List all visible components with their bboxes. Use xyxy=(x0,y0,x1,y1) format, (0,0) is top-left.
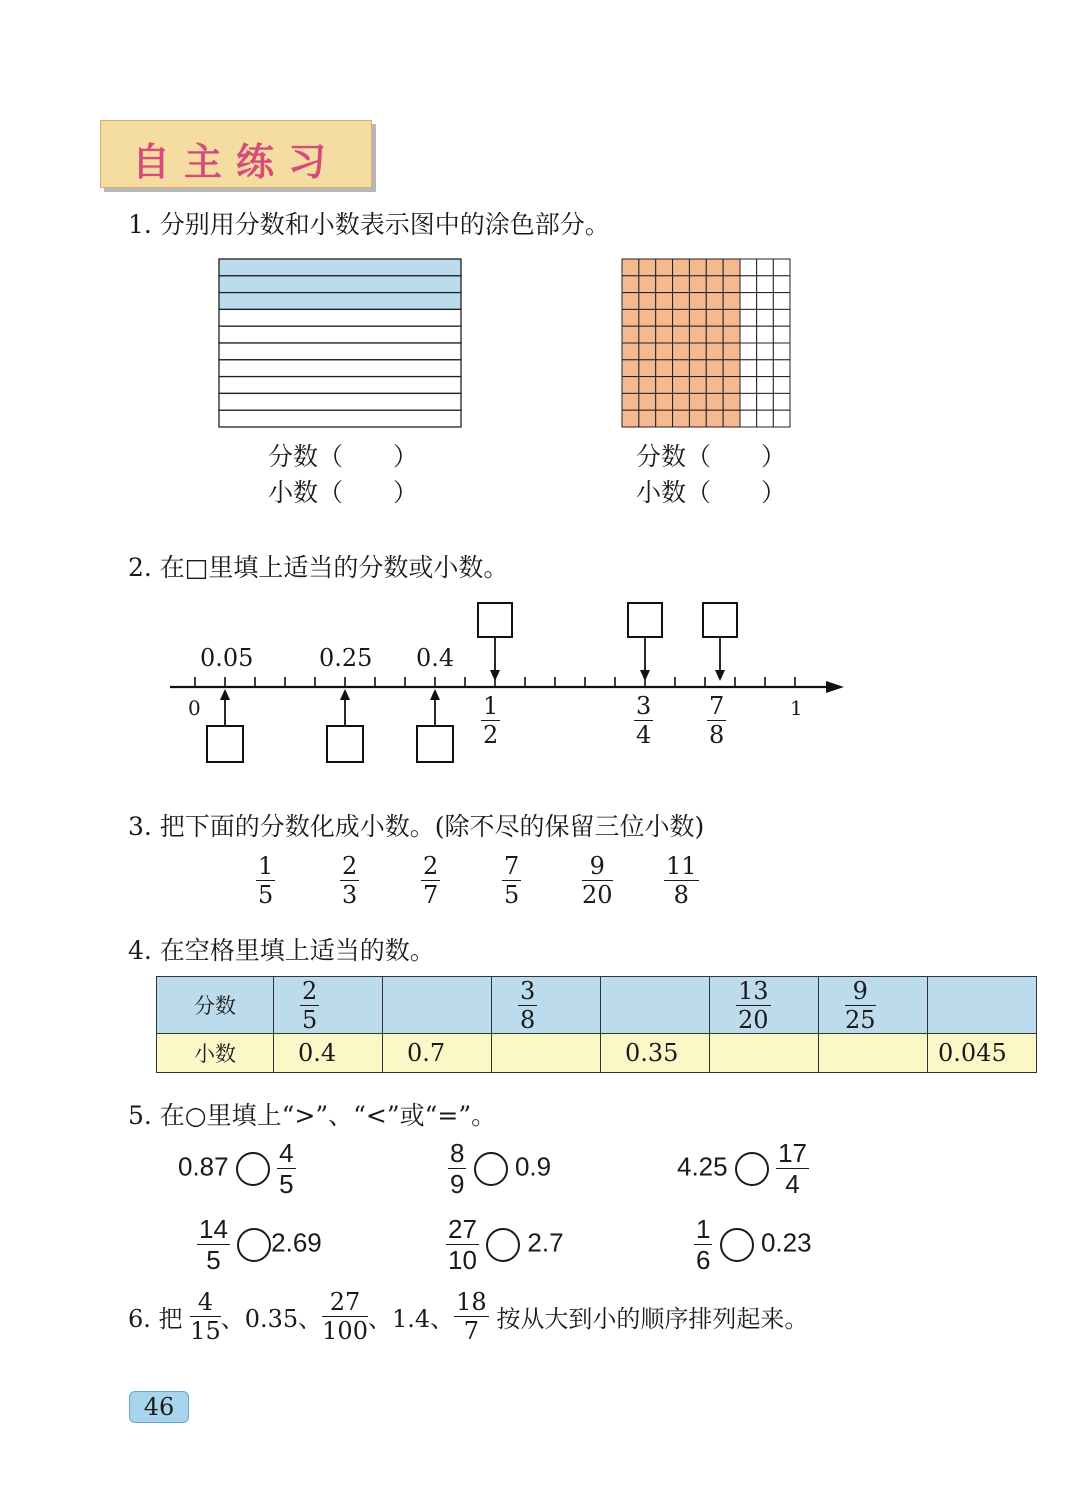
q2-prompt: 2. 在□里填上适当的分数或小数。 xyxy=(128,553,509,582)
pointer-arrow-head xyxy=(490,670,500,681)
grid-cell xyxy=(757,293,774,310)
grid-cell xyxy=(740,360,757,377)
page-number: 46 xyxy=(129,1391,189,1423)
q5-item-d: $\frac{14}{5}$ 2.69 xyxy=(199,1214,322,1275)
grid-cell xyxy=(689,293,706,310)
q2-start-label: 0 xyxy=(188,696,201,720)
stripe-row xyxy=(219,326,461,343)
grid-cell xyxy=(689,410,706,427)
compare-circle[interactable] xyxy=(236,1152,270,1186)
q4-prompt: 4. 在空格里填上适当的数。 xyxy=(128,936,435,965)
q3-fraction: $\frac{7}{5}$ xyxy=(504,852,520,909)
q3-prompt: 3. 把下面的分数化成小数。(除不尽的保留三位小数) xyxy=(128,812,705,841)
grid-cell xyxy=(656,309,673,326)
q4-fraction-cell[interactable]: $\frac{2}{5}$ xyxy=(274,977,383,1034)
grid-cell xyxy=(723,309,740,326)
grid-cell xyxy=(673,343,690,360)
grid-cell xyxy=(706,343,723,360)
grid-cell xyxy=(723,393,740,410)
q4-fraction-cell-empty[interactable] xyxy=(601,977,710,1034)
grid-cell xyxy=(689,393,706,410)
pointer-arrow-head xyxy=(220,689,230,700)
q1-hundred-grid xyxy=(621,258,792,428)
q1-prompt: 1. 分别用分数和小数表示图中的涂色部分。 xyxy=(128,210,610,239)
grid-cell xyxy=(757,309,774,326)
grid-cell xyxy=(723,410,740,427)
stripe-row xyxy=(219,343,461,360)
pointer-arrow-head xyxy=(640,670,650,681)
q2-number-line xyxy=(160,595,860,775)
section-title-badge xyxy=(100,120,372,188)
grid-cell xyxy=(706,410,723,427)
grid-cell xyxy=(622,393,639,410)
q4-row-header-fraction: 分数 xyxy=(157,977,274,1034)
stripe-row xyxy=(219,360,461,377)
grid-cell xyxy=(773,360,790,377)
q4-decimal-cell[interactable]: 0.7 xyxy=(383,1034,492,1073)
grid-cell xyxy=(757,326,774,343)
pointer-arrow-head xyxy=(430,689,440,700)
grid-cell xyxy=(689,377,706,394)
compare-circle[interactable] xyxy=(735,1152,769,1186)
q5-prompt: 5. 在○里填上“>”、“<”或“=”。 xyxy=(128,1101,497,1130)
grid-cell xyxy=(639,410,656,427)
q4-decimal-row xyxy=(157,1034,1037,1073)
q4-fraction-row xyxy=(157,977,1037,1034)
grid-cell xyxy=(706,309,723,326)
grid-cell xyxy=(773,410,790,427)
grid-cell xyxy=(740,343,757,360)
grid-cell xyxy=(656,343,673,360)
grid-cell xyxy=(773,393,790,410)
compare-circle[interactable] xyxy=(720,1228,754,1262)
answer-box xyxy=(628,603,662,637)
answer-box xyxy=(703,603,737,637)
grid-cell xyxy=(757,393,774,410)
grid-cell xyxy=(639,360,656,377)
answer-box xyxy=(327,726,363,762)
grid-cell xyxy=(656,377,673,394)
grid-cell xyxy=(656,360,673,377)
q5-item-b: $\frac{8}{9}$ 0.9 xyxy=(450,1138,552,1199)
grid-cell xyxy=(706,377,723,394)
grid-cell xyxy=(740,393,757,410)
pointer-arrow-head xyxy=(340,689,350,700)
grid-cell xyxy=(639,309,656,326)
grid-cell xyxy=(689,259,706,276)
grid-cell xyxy=(689,360,706,377)
grid-cell xyxy=(757,410,774,427)
grid-cell xyxy=(723,293,740,310)
q3-fraction: $\frac{11}{8}$ xyxy=(666,852,697,909)
grid-cell xyxy=(740,410,757,427)
stripe-row xyxy=(219,276,461,293)
q4-decimal-cell[interactable]: 0.045 xyxy=(928,1034,1037,1073)
grid-cell xyxy=(639,293,656,310)
grid-cell xyxy=(639,276,656,293)
grid-cell xyxy=(740,326,757,343)
grid-cell xyxy=(622,276,639,293)
grid-cell xyxy=(689,276,706,293)
grid-cell xyxy=(673,410,690,427)
compare-circle[interactable] xyxy=(474,1152,508,1186)
grid-cell xyxy=(656,393,673,410)
grid-cell xyxy=(673,259,690,276)
stripe-row xyxy=(219,410,461,427)
q2-end-label: 1 xyxy=(790,696,803,720)
q2-fraction-half: $\frac{1}{2}$ xyxy=(483,692,499,749)
grid-cell xyxy=(757,276,774,293)
q6-prompt: 6. 把 $\frac{4}{15}$ 、0.35、 $\frac{27}{100}$ 、1.4、 $\frac{18}{7}$ 按从大到小的顺序排列起来。 xyxy=(128,1288,809,1345)
grid-cell xyxy=(622,293,639,310)
q4-decimal-cell[interactable]: 0.35 xyxy=(601,1034,710,1073)
answer-box xyxy=(478,603,512,637)
stripe-row xyxy=(219,293,461,310)
grid-cell xyxy=(622,326,639,343)
grid-cell xyxy=(689,326,706,343)
q3-fraction: $\frac{1}{5}$ xyxy=(258,852,274,909)
q4-decimal-cell[interactable]: 0.4 xyxy=(274,1034,383,1073)
grid-cell xyxy=(740,377,757,394)
grid-cell xyxy=(689,309,706,326)
grid-cell xyxy=(723,276,740,293)
q4-fraction-cell[interactable]: $\frac{9}{25}$ xyxy=(819,977,928,1034)
grid-cell xyxy=(723,326,740,343)
stripe-row xyxy=(219,393,461,410)
grid-cell xyxy=(673,360,690,377)
compare-circle[interactable] xyxy=(237,1228,271,1262)
grid-cell xyxy=(639,259,656,276)
grid-cell xyxy=(622,410,639,427)
grid-cell xyxy=(706,259,723,276)
grid-cell xyxy=(622,259,639,276)
grid-cell xyxy=(673,276,690,293)
axis-arrow-head xyxy=(826,681,844,693)
grid-cell xyxy=(706,360,723,377)
grid-cell xyxy=(723,377,740,394)
grid-cell xyxy=(773,276,790,293)
q4-table xyxy=(156,976,1037,1073)
q4-decimal-cell[interactable] xyxy=(492,1034,601,1073)
grid-cell xyxy=(706,276,723,293)
q4-fraction-cell[interactable]: $\frac{3}{8}$ xyxy=(492,977,601,1034)
grid-cell xyxy=(723,343,740,360)
grid-cell xyxy=(622,309,639,326)
answer-box xyxy=(417,726,453,762)
grid-cell xyxy=(706,393,723,410)
q4-decimal-cell[interactable] xyxy=(819,1034,928,1073)
grid-cell xyxy=(639,343,656,360)
section-title: 自主练习 xyxy=(131,140,340,184)
q3-fraction: $\frac{2}{7}$ xyxy=(423,852,439,909)
grid-cell xyxy=(773,326,790,343)
stripe-row xyxy=(219,377,461,394)
grid-cell xyxy=(740,259,757,276)
grid-cell xyxy=(773,259,790,276)
pointer-arrow-head xyxy=(715,670,725,681)
grid-cell xyxy=(723,259,740,276)
grid-cell xyxy=(673,377,690,394)
q3-fraction: $\frac{9}{20}$ xyxy=(582,852,613,909)
grid-cell xyxy=(773,377,790,394)
grid-cell xyxy=(673,293,690,310)
grid-cell xyxy=(740,309,757,326)
grid-cell xyxy=(656,259,673,276)
grid-cell xyxy=(757,360,774,377)
q2-fraction-seven-eighths: $\frac{7}{8}$ xyxy=(709,692,725,749)
q4-row-header-decimal: 小数 xyxy=(157,1034,274,1073)
q1-right-decimal-label: 小数（ ） xyxy=(636,478,787,507)
grid-cell xyxy=(673,393,690,410)
grid-cell xyxy=(673,326,690,343)
compare-circle[interactable] xyxy=(486,1228,520,1262)
q4-fraction-cell[interactable]: $\frac{13}{20}$ xyxy=(710,977,819,1034)
q2-label-0.25: 0.25 xyxy=(319,644,373,672)
q1-striped-rectangle xyxy=(218,258,462,428)
grid-cell xyxy=(622,343,639,360)
grid-cell xyxy=(639,377,656,394)
q4-fraction-cell-empty[interactable] xyxy=(928,977,1037,1034)
q2-fraction-three-quarters: $\frac{3}{4}$ xyxy=(636,692,652,749)
q5-item-c: 4.25 $\frac{17}{4}$ xyxy=(677,1138,807,1199)
grid-cell xyxy=(757,259,774,276)
grid-cell xyxy=(773,309,790,326)
grid-cell xyxy=(706,293,723,310)
q1-right-fraction-label: 分数（ ） xyxy=(636,442,787,471)
grid-cell xyxy=(689,343,706,360)
q4-fraction-cell-empty[interactable] xyxy=(383,977,492,1034)
grid-cell xyxy=(757,377,774,394)
grid-cell xyxy=(740,293,757,310)
q4-decimal-cell[interactable] xyxy=(710,1034,819,1073)
grid-cell xyxy=(673,309,690,326)
grid-cell xyxy=(656,410,673,427)
grid-cell xyxy=(773,293,790,310)
q1-left-fraction-label: 分数（ ） xyxy=(268,442,419,471)
grid-cell xyxy=(706,326,723,343)
grid-cell xyxy=(639,326,656,343)
grid-cell xyxy=(757,343,774,360)
grid-cell xyxy=(622,377,639,394)
grid-cell xyxy=(639,393,656,410)
stripe-row xyxy=(219,309,461,326)
grid-cell xyxy=(656,326,673,343)
q5-item-a: 0.87 $\frac{4}{5}$ xyxy=(178,1138,294,1199)
grid-cell xyxy=(656,276,673,293)
stripe-row xyxy=(219,259,461,276)
q2-label-0.4: 0.4 xyxy=(416,644,455,672)
grid-cell xyxy=(622,360,639,377)
grid-cell xyxy=(740,276,757,293)
q2-label-0.05: 0.05 xyxy=(200,644,254,672)
grid-cell xyxy=(723,360,740,377)
q5-item-f: $\frac{1}{6}$ 0.23 xyxy=(696,1214,812,1275)
q3-fraction: $\frac{2}{3}$ xyxy=(342,852,358,909)
answer-box xyxy=(207,726,243,762)
q5-item-e: $\frac{27}{10}$ 2.7 xyxy=(448,1214,564,1275)
grid-cell xyxy=(656,293,673,310)
q1-left-decimal-label: 小数（ ） xyxy=(268,478,419,507)
grid-cell xyxy=(773,343,790,360)
